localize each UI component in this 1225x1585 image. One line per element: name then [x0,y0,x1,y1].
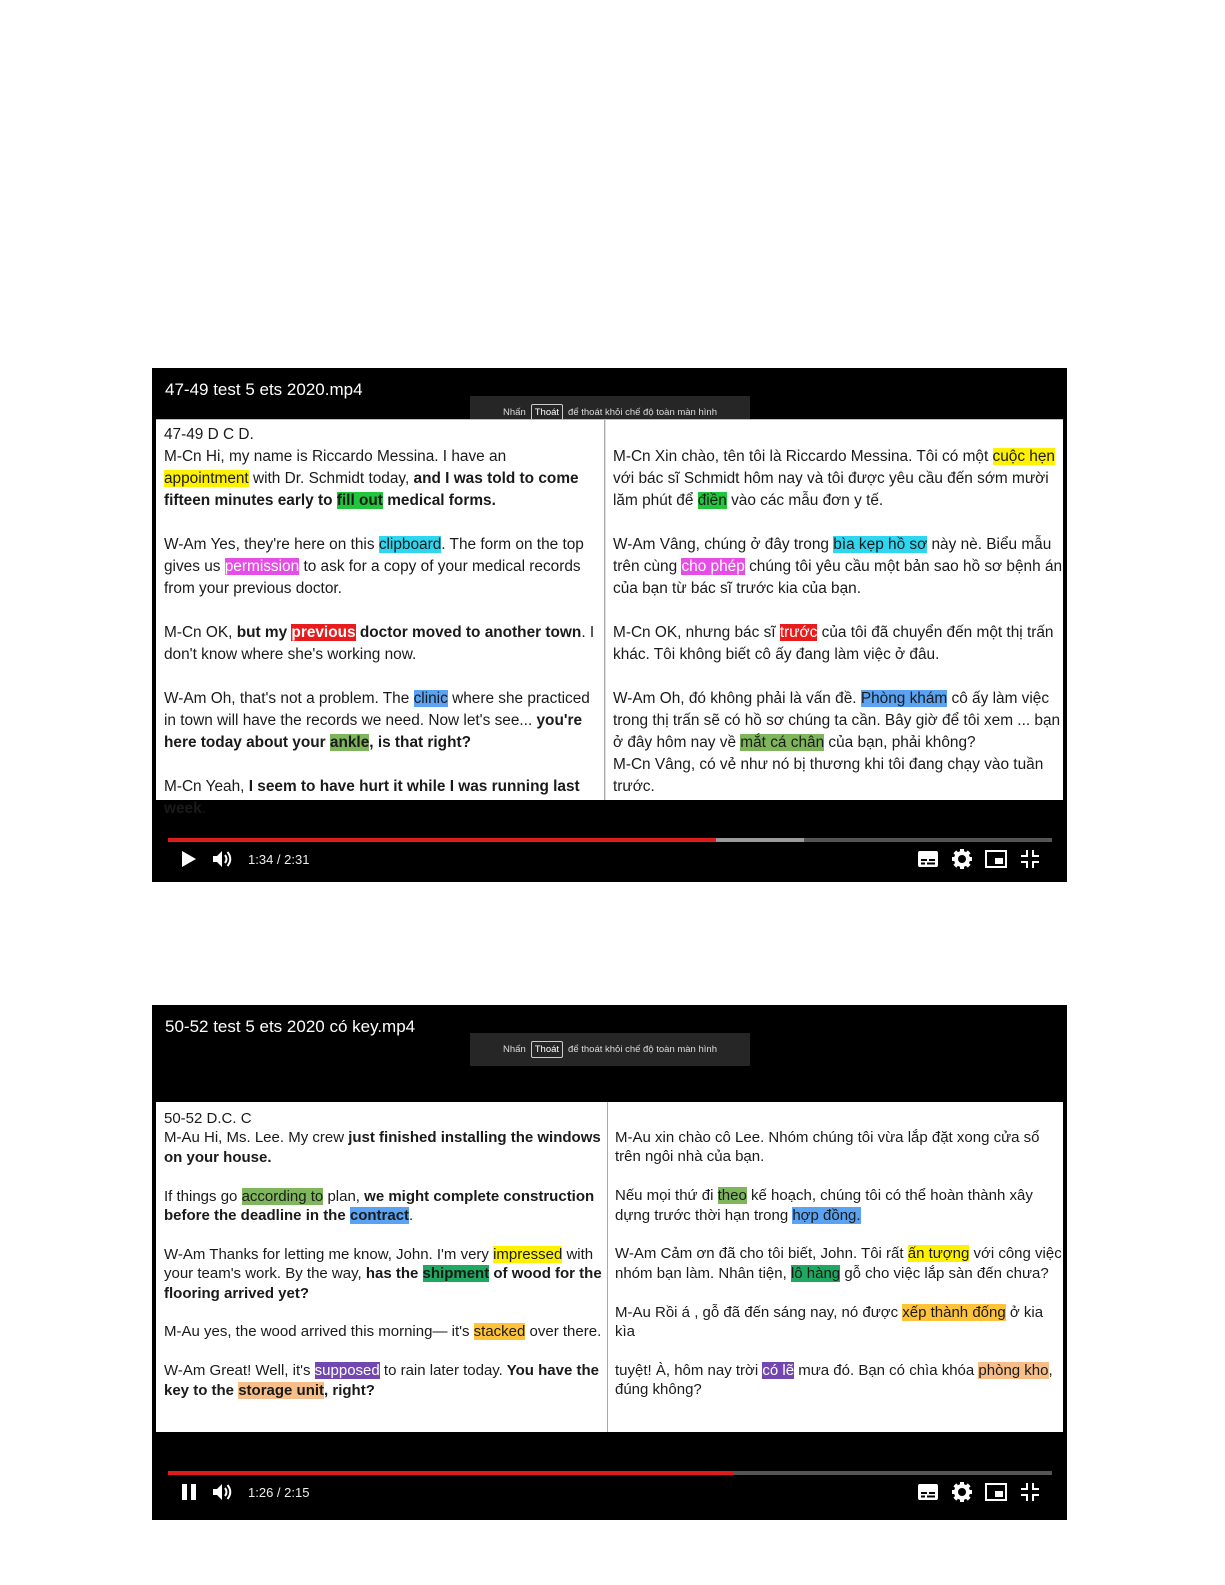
subtitles-icon[interactable] [911,1475,945,1509]
exit-fullscreen-hint [470,1033,750,1066]
pause-icon[interactable] [172,1475,206,1509]
control-bar [172,842,1047,876]
video-frame[interactable] [156,1102,1063,1432]
gear-icon[interactable] [945,842,979,876]
control-bar [172,1475,1047,1509]
transcript-vietnamese [605,419,1063,800]
time-display: 1:26 / 2:15 [248,1484,310,1500]
answer-key: 50-52 D.C. C [164,1110,252,1127]
video-title: 47-49 test 5 ets 2020.mp4 [165,380,363,399]
transcript-line: W-Am Great! Well, it's supposed to rain later today. You have the key to the storage unit, right? [164,1362,599,1399]
subtitles-icon[interactable] [911,842,945,876]
transcript-line: M-Au xin chào cô Lee. Nhóm chúng tôi vừa lắp đặt xong cửa sổ trên ngôi nhà của bạn. [615,1129,1040,1166]
video-title: 50-52 test 5 ets 2020 có key.mp4 [165,1017,416,1036]
transcript-line: M-Cn Yeah, I seem to have hurt it while I was running last week. [164,778,580,817]
transcript-line: W-Am Oh, đó không phải là vấn đề. Phòng khám cô ấy làm việc trong thị trấn sẽ có hồ sơ chúng ta cần. Bây giờ để tôi xem ... bạn ở đây hôm nay về mắt cá chân của bạn, phải không? [613,690,1061,751]
hint-key: Thoát [531,1041,563,1058]
volume-icon[interactable] [206,1475,240,1509]
hint-prefix: Nhấn [503,1044,526,1055]
volume-icon[interactable] [206,842,240,876]
transcript-line: M-Cn Hi, my name is Riccardo Messina. I have an appointment with Dr. Schmidt today, and I was told to come fifteen minutes early to fill out medical forms. [164,448,579,509]
transcript-english [156,419,605,817]
transcript-line: M-Cn OK, but my previous doctor moved to another town. I don't know where she's working now. [164,624,595,663]
hint-key: Thoát [531,404,563,421]
transcript-line: M-Cn Xin chào, tên tôi là Riccardo Messina. Tôi có một cuộc hẹn với bác sĩ Schmidt hôm nay và tôi được yêu cầu đến sớm mười lăm phút để điền vào các mẫu đơn y tế. [613,448,1055,509]
transcript-line: Nếu mọi thứ đi theo kế hoạch, chúng tôi có thể hoàn thành xây dựng trước thời hạn trong hợp đồng. [615,1187,1033,1224]
transcript-english [156,1102,608,1432]
transcript-line: M-Au yes, the wood arrived this morning— it's stacked over there. [164,1323,602,1341]
miniplayer-icon[interactable] [979,1475,1013,1509]
transcript-vietnamese [608,1102,1063,1432]
answer-key: 47-49 D C D. [164,426,254,443]
transcript-line: If things go according to plan, we might complete construction before the deadline in the contract. [164,1187,595,1225]
video-player-1[interactable] [152,368,1067,882]
hint-prefix: Nhấn [503,407,526,418]
transcript-line: W-Am Vâng, chúng ở đây trong bìa kẹp hồ sơ này nè. Biểu mẫu trên cùng cho phép chúng tôi yêu cầu một bản sao hồ sơ bệnh án của bạn từ bác sĩ trước kia của bạn. [613,536,1063,597]
transcript-line: M-Au Hi, Ms. Lee. My crew just finished installing the windows on your house. [164,1129,601,1166]
transcript-line: M-Cn Vâng, có vẻ như nó bị thương khi tôi đang chạy vào tuần trước. [613,756,1044,795]
exit-fullscreen-icon[interactable] [1013,842,1047,876]
gear-icon[interactable] [945,1475,979,1509]
transcript-line: W-Am Oh, that's not a problem. The clinic where she practiced in town will have the records we need. Now let's see... you're here today about your ankle, is that right? [164,690,590,751]
hint-suffix: để thoát khỏi chế độ toàn màn hình [568,407,717,418]
time-display: 1:34 / 2:31 [248,851,310,867]
hint-suffix: để thoát khỏi chế độ toàn màn hình [568,1044,717,1055]
miniplayer-icon[interactable] [979,842,1013,876]
transcript-line: tuyệt! À, hôm nay trời có lẽ mưa đó. Bạn có chìa khóa phòng kho, đúng không? [615,1361,1053,1399]
video-player-2[interactable] [152,1005,1067,1520]
transcript-line: W-Am Thanks for letting me know, John. I'm very impressed with your team's work. By the way, has the shipment of wood for the flooring arrived yet? [164,1245,602,1302]
transcript-line: M-Au Rồi á , gỗ đã đến sáng nay, nó được xếp thành đống ở kia kìa [615,1303,1044,1341]
transcript-line: W-Am Yes, they're here on this clipboard. The form on the top gives us permission to ask for a copy of your medical records from your previous doctor. [164,536,584,597]
play-icon[interactable] [172,842,206,876]
video-frame[interactable] [156,419,1063,817]
transcript-line: M-Cn OK, nhưng bác sĩ trước của tôi đã chuyển đến một thị trấn khác. Tôi không biết cô ấy đang làm việc ở đâu. [613,624,1054,663]
transcript-line: W-Am Cảm ơn đã cho tôi biết, John. Tôi rất ấn tượng với công việc nhóm bạn làm. Nhân tiện, lô hàng gỗ cho việc lắp sàn đến chưa? [615,1245,1062,1282]
exit-fullscreen-icon[interactable] [1013,1475,1047,1509]
